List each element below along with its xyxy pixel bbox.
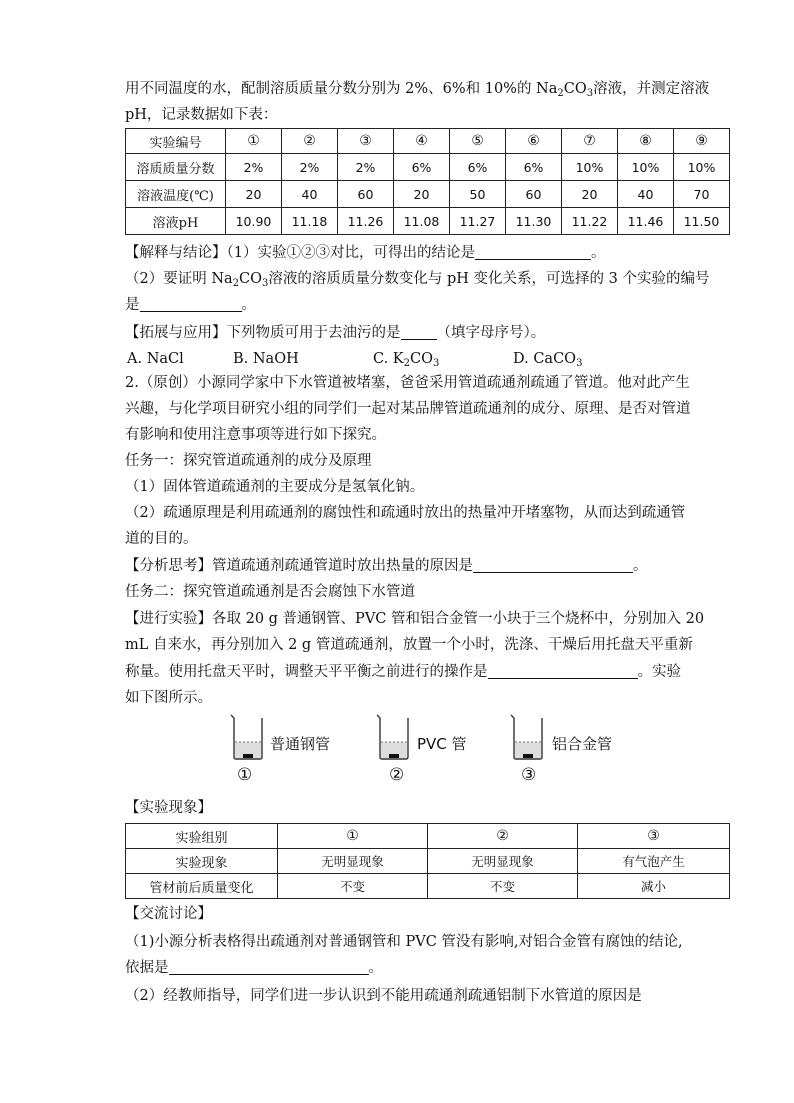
table-cell: 2%: [282, 154, 338, 181]
question-fenxi: 【分析思考】管道疏通剂疏通管道时放出热量的原因是 。: [125, 558, 648, 574]
jiaoliu-line-2: 依据是 。: [125, 960, 383, 976]
table-cell: 6%: [506, 154, 562, 181]
data-table-2: [125, 823, 730, 899]
table-cell: 无明显现象: [278, 849, 428, 874]
beaker-3-icon: [508, 712, 548, 762]
table-cell: 11.27: [450, 208, 506, 235]
option-a[interactable]: A. NaCl: [127, 351, 184, 367]
intro-line-2: pH，记录数据如下表：: [125, 107, 278, 123]
table-row: [126, 181, 730, 208]
table-header-cell: ①: [226, 129, 282, 154]
section-xianxiang: 【实验现象】: [125, 800, 212, 816]
table-cell: ①: [278, 824, 428, 849]
table-cell: ③: [578, 824, 730, 849]
table-cell: 6%: [450, 154, 506, 181]
question-jieshi-2: （2）要证明 $Na_2CO_3$溶液的溶质质量分数变化与 pH 变化关系，可选择的 3 个实验的编号: [125, 271, 710, 289]
table-row: [126, 874, 730, 899]
table-cell: 有气泡产生: [578, 849, 730, 874]
table-row: [126, 849, 730, 874]
table-row-label: 实验组别: [126, 824, 278, 849]
beaker-3-number: ③: [521, 765, 537, 785]
table-cell: 2%: [226, 154, 282, 181]
table-cell: 20: [394, 181, 450, 208]
table-cell: 减小: [578, 874, 730, 899]
beaker-3-label: 铝合金管: [552, 735, 613, 753]
answer-blank[interactable]: [475, 243, 591, 260]
table-cell: 10.90: [226, 208, 282, 235]
jiaoliu-line-3: （2）经教师指导，同学们进一步认识到不能用疏通剂疏通铝制下水管道的原因是: [125, 988, 642, 1004]
option-d[interactable]: D. CaCO$_3$: [513, 351, 583, 369]
table-row: [126, 824, 730, 849]
task-1-item-2-cont: 道的目的。: [125, 531, 198, 547]
answer-blank[interactable]: [473, 556, 633, 573]
table-header-cell: ⑤: [450, 129, 506, 154]
answer-blank[interactable]: [401, 323, 437, 340]
table-cell: 70: [674, 181, 730, 208]
table-row-label: 管材前后质量变化: [126, 874, 278, 899]
table-header-cell: ⑧: [618, 129, 674, 154]
intro-line-1: 用不同温度的水，配制溶质质量分数分别为 2%、6%和 10%的 $Na_2CO_3$溶液，并测定溶液: [125, 81, 710, 99]
table-cell: 40: [282, 181, 338, 208]
task-2-title: 任务二：探究管道疏通剂是否会腐蚀下水管道: [125, 584, 415, 600]
table-cell: 11.08: [394, 208, 450, 235]
table-cell: 10%: [618, 154, 674, 181]
table-cell: 无明显现象: [428, 849, 578, 874]
table-cell: 20: [226, 181, 282, 208]
table-header-cell: ⑥: [506, 129, 562, 154]
table-cell: 6%: [394, 154, 450, 181]
table-cell: 11.46: [618, 208, 674, 235]
beaker-2-icon: [374, 712, 414, 762]
answer-blank[interactable]: [140, 295, 242, 312]
table-header-cell: ⑨: [674, 129, 730, 154]
table-row-label: 溶液温度(℃): [126, 181, 226, 208]
table-cell: 60: [506, 181, 562, 208]
table-header-cell: ⑦: [562, 129, 618, 154]
experiment-line-1: 【进行实验】各取 20 g 普通钢管、PVC 管和铝合金管一小块于三个烧杯中，分别加入 20: [125, 611, 705, 627]
table-cell: 11.30: [506, 208, 562, 235]
q2-line-2: 兴趣，与化学项目研究小组的同学们一起对某品牌管道疏通剂的成分、原理、是否对管道: [125, 401, 691, 417]
table-cell: ②: [428, 824, 578, 849]
table-header-cell: ③: [338, 129, 394, 154]
table-cell: 不变: [428, 874, 578, 899]
table-cell: 10%: [674, 154, 730, 181]
beaker-1-icon: [228, 712, 268, 762]
question-jieshi-2-line2: 是 。: [125, 297, 256, 313]
table-cell: 10%: [562, 154, 618, 181]
answer-blank[interactable]: [488, 662, 638, 679]
task-1-item-1: （1）固体管道疏通剂的主要成分是氢氧化钠。: [125, 479, 425, 495]
beaker-1-number: ①: [237, 765, 253, 785]
answer-blank[interactable]: [169, 958, 369, 975]
jiaoliu-line-1: （1)小源分析表格得出疏通剂对普通钢管和 PVC 管没有影响,对铝合金管有腐蚀的结论,: [125, 934, 683, 950]
q2-line-1: 2.（原创）小源同学家中下水管道被堵塞，爸爸采用管道疏通剂疏通了管道。他对此产生: [125, 375, 690, 391]
experiment-line-3: 称量。使用托盘天平时，调整天平平衡之前进行的操作是 。实验: [125, 664, 681, 680]
table-cell: 40: [618, 181, 674, 208]
question-tuozhan: 【拓展与应用】下列物质可用于去油污的是 （填字母序号）。: [125, 325, 546, 341]
table-row-label: 实验现象: [126, 849, 278, 874]
table-cell: 2%: [338, 154, 394, 181]
table-cell: 11.22: [562, 208, 618, 235]
table-cell: 11.26: [338, 208, 394, 235]
table-row-label: 溶液pH: [126, 208, 226, 235]
table-cell: 不变: [278, 874, 428, 899]
beaker-2-number: ②: [389, 765, 405, 785]
beaker-1-label: 普通钢管: [270, 735, 331, 753]
beaker-2-label: PVC 管: [417, 735, 467, 753]
table-row: [126, 208, 730, 235]
table-header-row: [126, 129, 730, 154]
question-jieshi-1: 【解释与结论】（1）实验①②③对比，可得出的结论是 。: [125, 245, 606, 261]
table-cell: 60: [338, 181, 394, 208]
table-row-label: 溶质质量分数: [126, 154, 226, 181]
experiment-line-4: 如下图所示。: [125, 690, 212, 706]
task-1-item-2: （2）疏通原理是利用疏通剂的腐蚀性和疏通时放出的热量冲开堵塞物，从而达到疏通管: [125, 505, 686, 521]
table-cell: 50: [450, 181, 506, 208]
option-c[interactable]: C. $K_2CO_3$: [373, 351, 440, 369]
task-1-title: 任务一：探究管道疏通剂的成分及原理: [125, 453, 372, 469]
table-header-cell: ②: [282, 129, 338, 154]
table-cell: 20: [562, 181, 618, 208]
q2-line-3: 有影响和使用注意事项等进行如下探究。: [125, 427, 386, 443]
experiment-line-2: mL 自来水，再分别加入 2 g 管道疏通剂，放置一个小时，洗涤、干燥后用托盘天平重新: [125, 637, 693, 653]
data-table-1: [125, 128, 730, 235]
option-b[interactable]: B. NaOH: [233, 351, 299, 367]
table-header-cell: 实验编号: [126, 129, 226, 154]
table-cell: 11.50: [674, 208, 730, 235]
section-jiaoliu: 【交流讨论】: [125, 906, 212, 922]
table-cell: 11.18: [282, 208, 338, 235]
table-header-cell: ④: [394, 129, 450, 154]
table-row: [126, 154, 730, 181]
